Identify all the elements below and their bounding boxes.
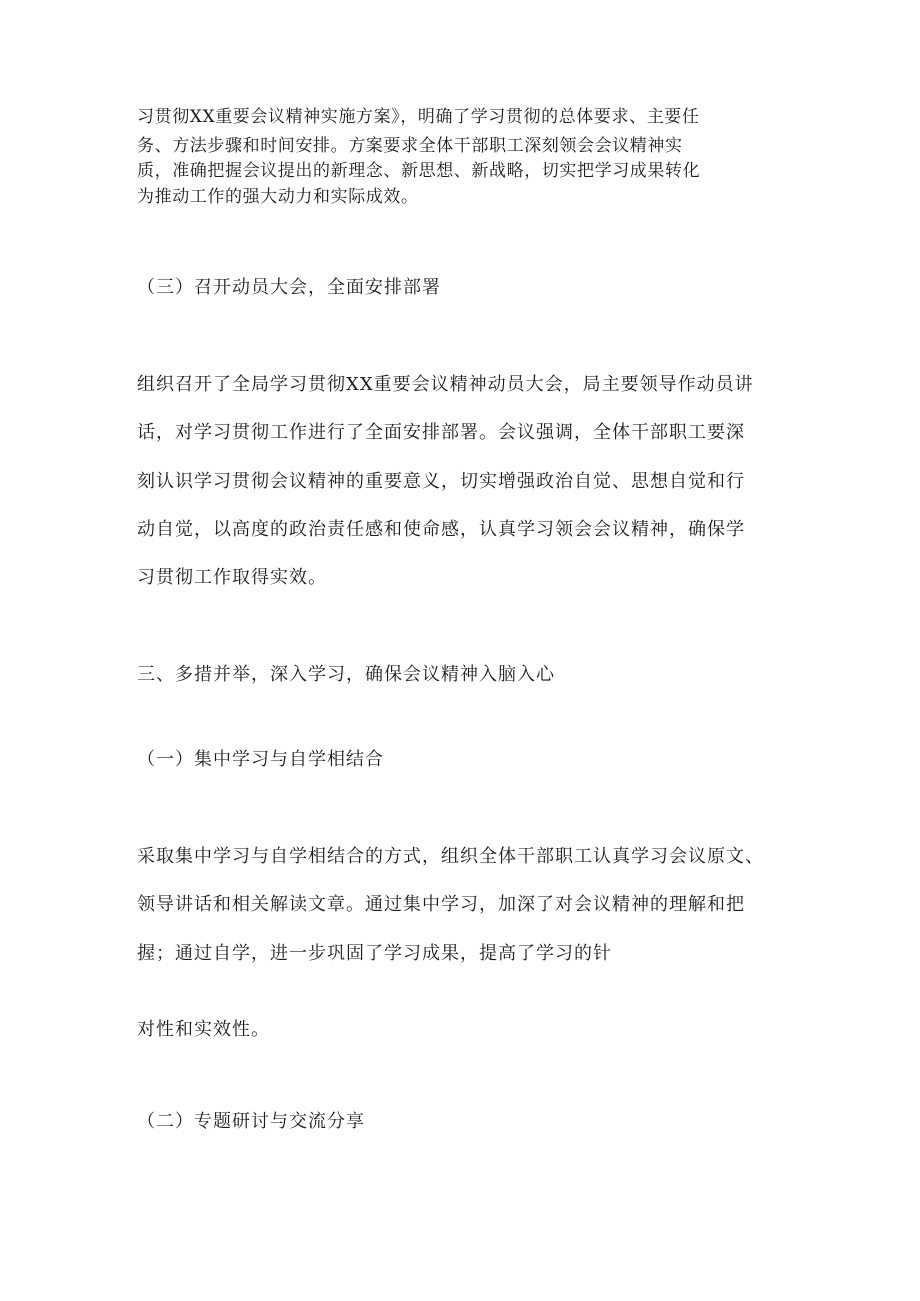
paragraph-line: 领导讲话和相关解读文章。通过集中学习，加深了对会议精神的理解和把 bbox=[137, 894, 745, 915]
paragraph-line: 话，对学习贯彻工作进行了全面安排部署。会议强调，全体干部职工要深 bbox=[137, 422, 745, 443]
subheading-1: （一）集中学习与自学相结合 bbox=[137, 749, 384, 770]
paragraph-line: 为推动工作的强大动力和实际成效。 bbox=[137, 187, 419, 207]
paragraph-line: 质，准确把握会议提出的新理念、新思想、新战略，切实把学习成果转化 bbox=[137, 161, 701, 181]
paragraph-line: 动自觉，以高度的政治责任感和使命感，认真学习领会会议精神，确保学 bbox=[137, 519, 745, 540]
paragraph-line: 刻认识学习贯彻会议精神的重要意义，切实增强政治自觉、思想自觉和行 bbox=[137, 471, 745, 492]
paragraph-line: 握；通过自学，进一步巩固了学习成果，提高了学习的针 bbox=[137, 943, 612, 964]
paragraph-line: 采取集中学习与自学相结合的方式，组织全体干部职工认真学习会议原文、 bbox=[137, 846, 764, 867]
paragraph-line: 组织召开了全局学习贯彻XX重要会议精神动员大会，局主要领导作动员讲 bbox=[137, 374, 754, 395]
paragraph-line: 对性和实效性。 bbox=[137, 1019, 270, 1040]
subheading-3: （三）召开动员大会，全面安排部署 bbox=[137, 277, 441, 298]
subheading-2: （二）专题研讨与交流分享 bbox=[137, 1111, 365, 1132]
section-heading: 三、多措并举，深入学习，确保会议精神入脑入心 bbox=[137, 664, 555, 685]
paragraph-line: 习贯彻XX重要会议精神实施方案》，明确了学习贯彻的总体要求、主要任 bbox=[137, 107, 700, 127]
paragraph-line: 务、方法步骤和时间安排。方案要求全体干部职工深刻领会会议精神实 bbox=[137, 136, 683, 156]
paragraph-line: 习贯彻工作取得实效。 bbox=[137, 567, 327, 588]
